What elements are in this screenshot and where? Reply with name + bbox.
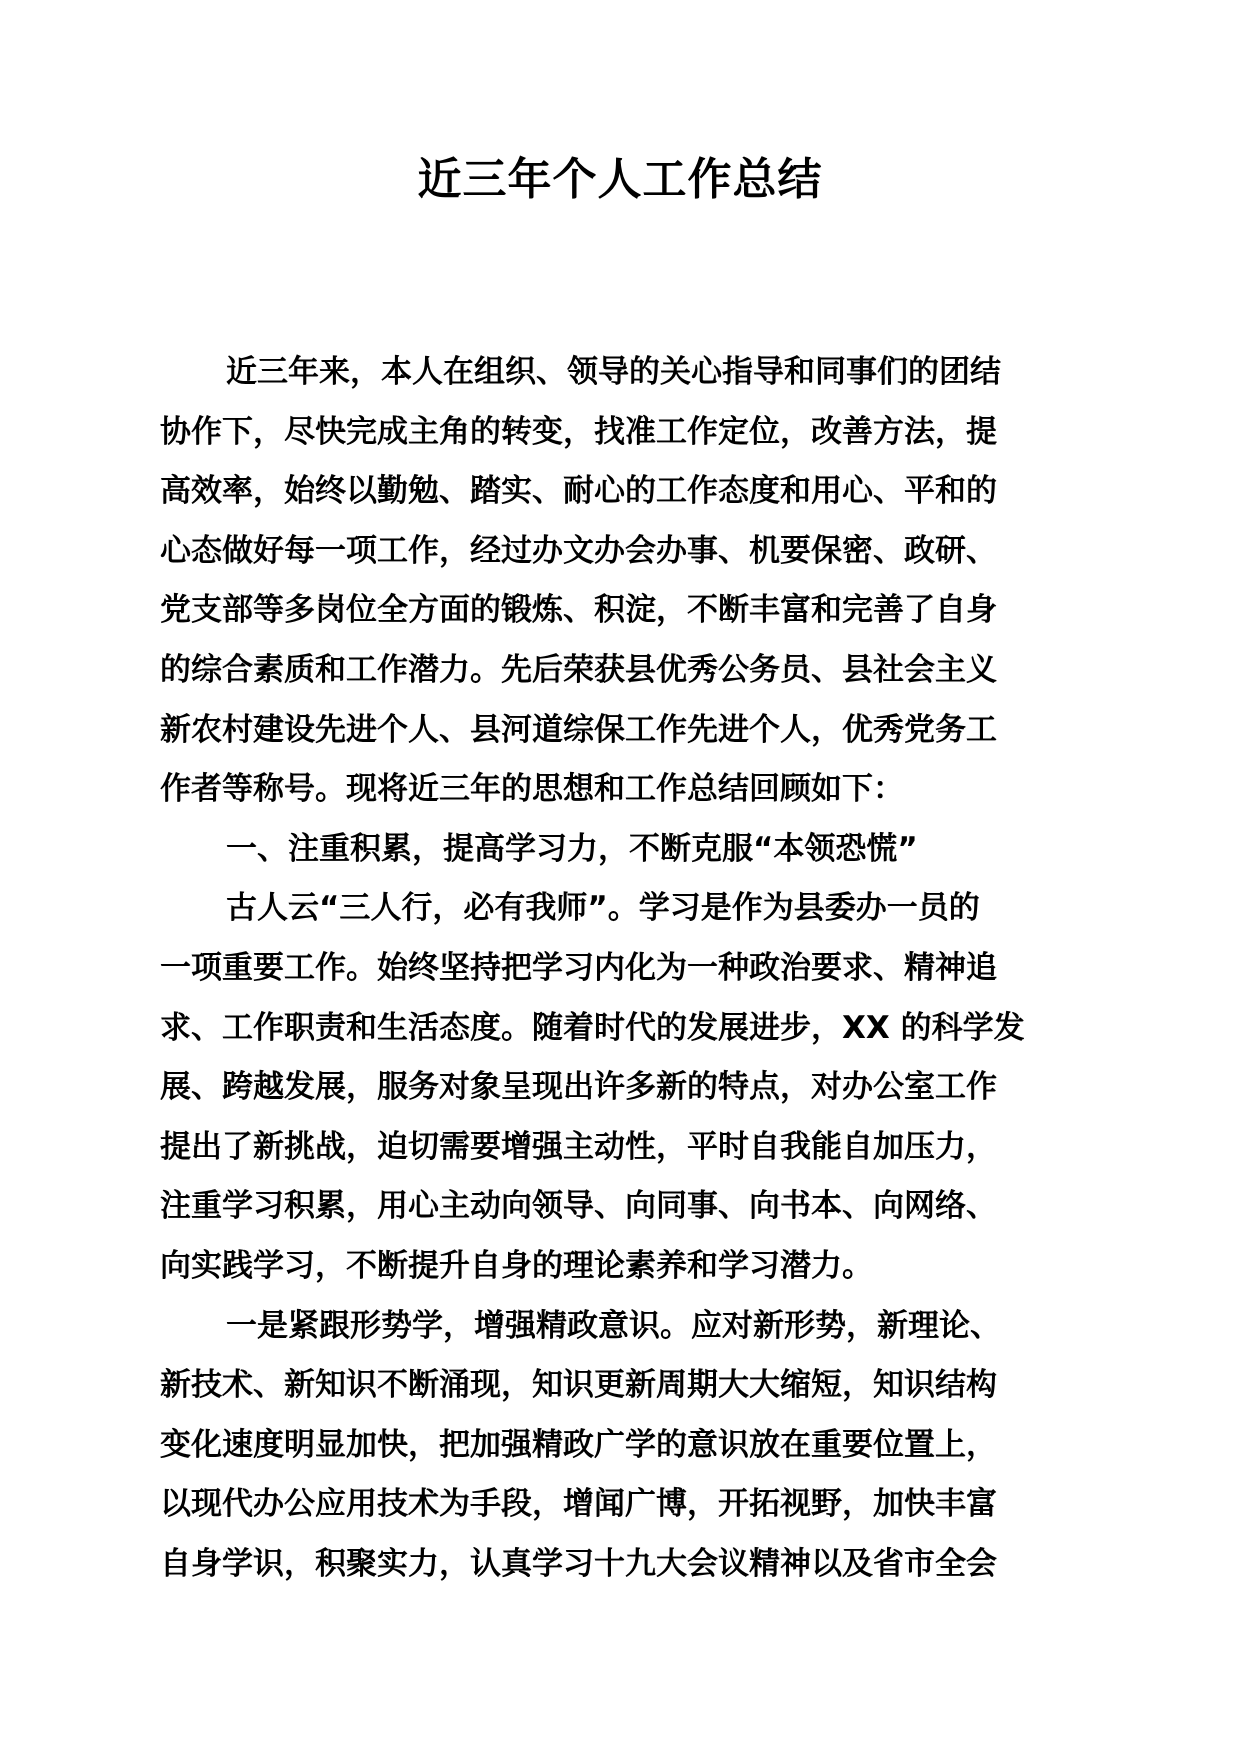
body-line: 向实践学习，不断提升自身的理论素养和学习潜力。 [160, 1247, 873, 1284]
body-line: 新农村建设先进个人、县河道综保工作先进个人，优秀党务工 [160, 711, 997, 748]
document-body [160, 343, 1080, 1594]
body-line: 提出了新挑战，迫切需要增强主动性，平时自我能自加压力， [160, 1128, 997, 1165]
body-line: 一、注重积累，提高学习力，不断克服“本领恐慌” [226, 830, 918, 867]
body-line: 自身学识，积聚实力，认真学习十九大会议精神以及省市全会 [160, 1545, 997, 1582]
document-title: 近三年个人工作总结 [417, 154, 823, 205]
body-line: 一项重要工作。始终坚持把学习内化为一种政治要求、精神追 [160, 949, 997, 986]
body-line: 心态做好每一项工作，经过办文办会办事、机要保密、政研、 [160, 532, 997, 569]
body-line: 以现代办公应用技术为手段，增闻广博，开拓视野，加快丰富 [160, 1486, 997, 1523]
body-line: 的综合素质和工作潜力。先后荣获县优秀公务员、县社会主义 [160, 651, 997, 688]
body-line: 一是紧跟形势学，增强精政意识。应对新形势，新理论、 [226, 1307, 1001, 1344]
body-line: 新技术、新知识不断涌现，知识更新周期大大缩短，知识结构 [160, 1367, 997, 1404]
body-line: 注重学习积累，用心主动向领导、向同事、向书本、向网络、 [160, 1188, 997, 1225]
body-line: 古人云“三人行，必有我师”。学习是作为县委办一员的 [226, 890, 980, 927]
body-line: 协作下，尽快完成主角的转变，找准工作定位，改善方法，提 [160, 413, 997, 450]
body-line: 近三年来，本人在组织、领导的关心指导和同事们的团结 [226, 354, 1001, 390]
body-line: 求、工作职责和生活态度。随着时代的发展进步，XX 的科学发 [160, 1009, 1025, 1046]
body-line: 展、跨越发展，服务对象呈现出许多新的特点，对办公室工作 [160, 1069, 997, 1106]
body-line: 变化速度明显加快，把加强精政广学的意识放在重要位置上， [160, 1426, 997, 1463]
body-line: 作者等称号。现将近三年的思想和工作总结回顾如下： [160, 771, 904, 808]
body-line: 党支部等多岗位全方面的锻炼、积淀，不断丰富和完善了自身 [160, 592, 997, 629]
body-line: 高效率，始终以勤勉、踏实、耐心的工作态度和用心、平和的 [160, 473, 997, 510]
